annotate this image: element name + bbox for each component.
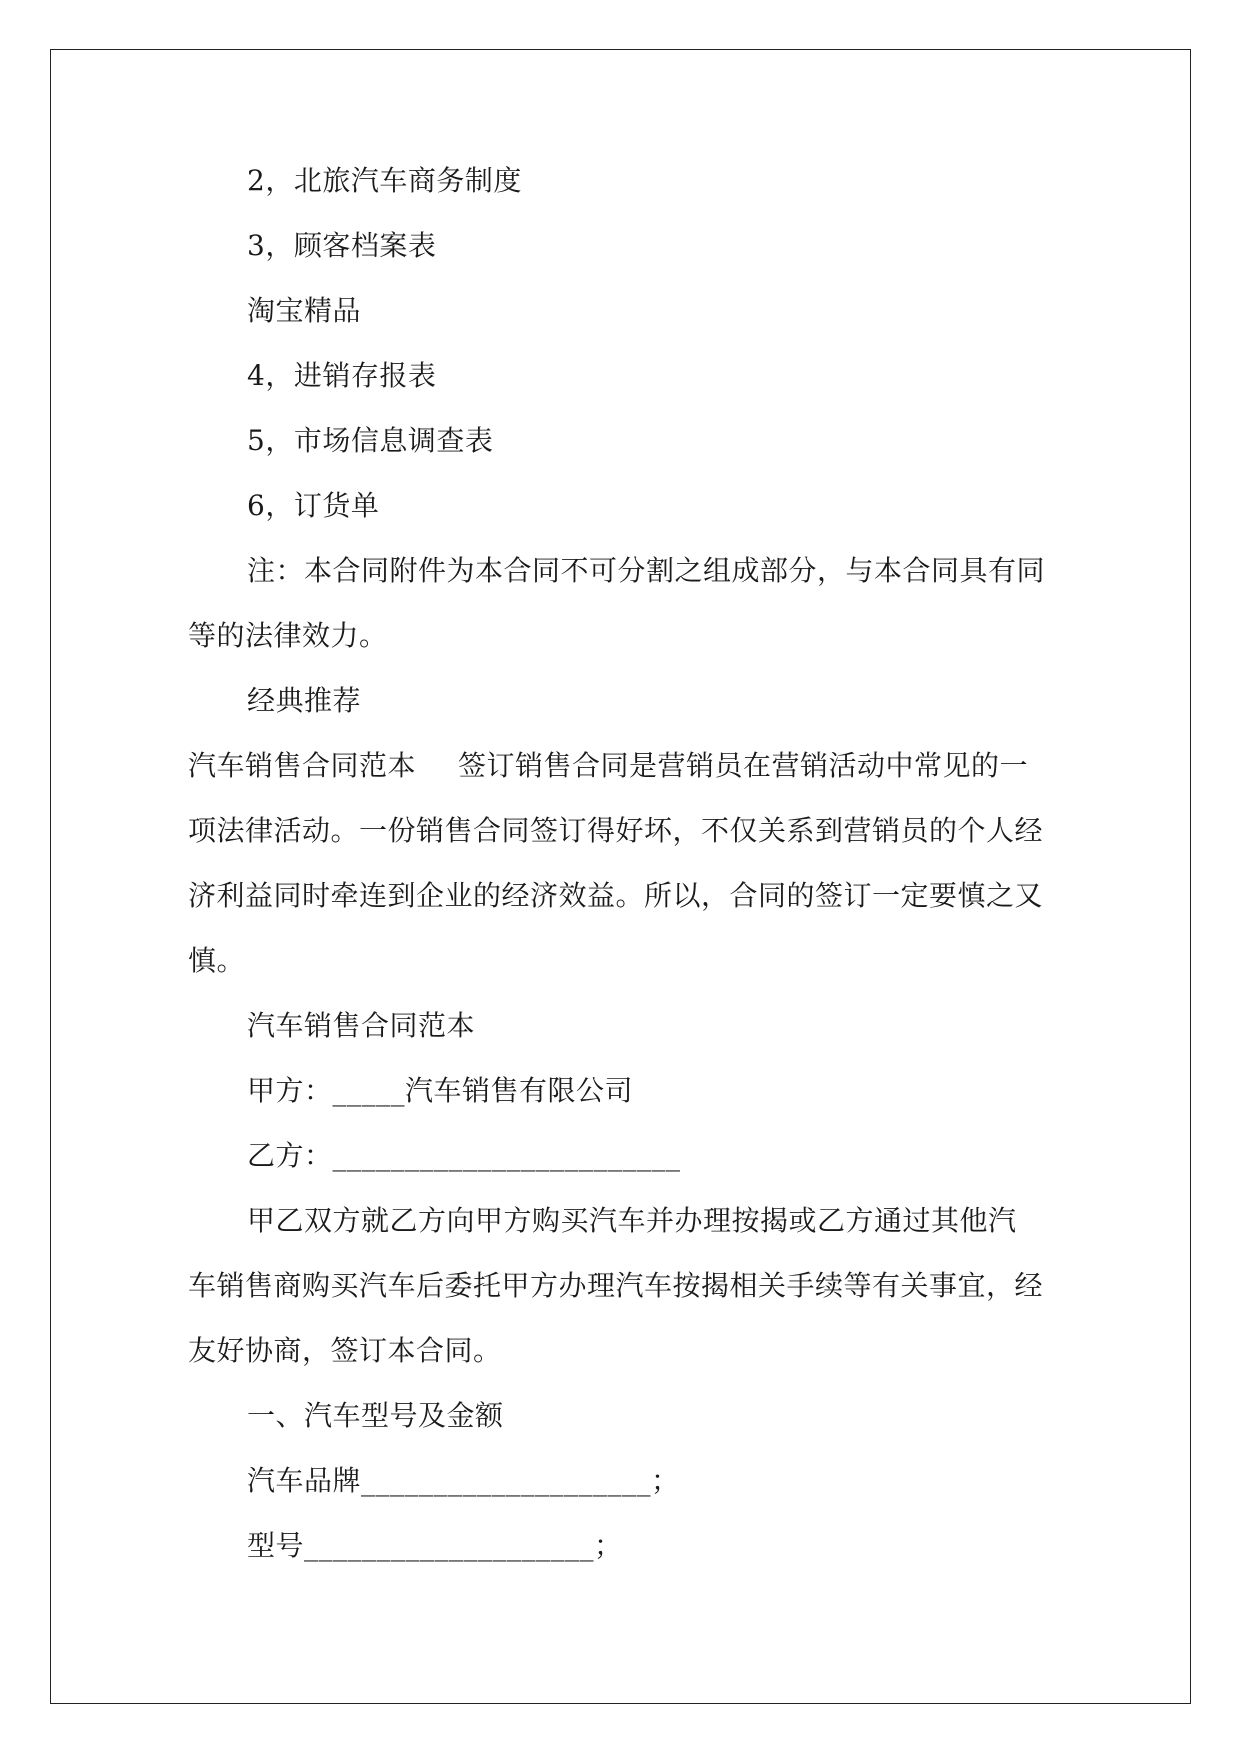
preamble-line-2: 车销售商购买汽车后委托甲方办理汽车按揭相关手续等有关事宜，经 <box>188 1269 1044 1302</box>
attachment-item-4: 4，进销存报表 <box>247 359 437 392</box>
party-b: 乙方：________________________ <box>247 1139 681 1172</box>
attachment-item-6: 6，订货单 <box>247 489 380 522</box>
recommend-line-2: 项法律活动。一份销售合同签订得好坏，不仅关系到营销员的个人经 <box>188 814 1044 847</box>
party-a: 甲方：_____汽车销售有限公司 <box>247 1074 634 1107</box>
recommend-intro: 签订销售合同是营销员在营销活动中常见的一 <box>458 749 1029 782</box>
section-1-heading: 一、汽车型号及金额 <box>247 1399 504 1432</box>
document-body <box>188 148 1058 1578</box>
recommend-line-3: 济利益同时牵连到企业的经济效益。所以，合同的签订一定要慎之又 <box>188 879 1044 912</box>
preamble-line-3: 友好协商，签订本合同。 <box>188 1334 502 1367</box>
note-line-2: 等的法律效力。 <box>188 619 388 652</box>
recommend-line-4: 慎。 <box>188 944 246 977</box>
car-model-field: 型号____________________； <box>247 1529 623 1562</box>
attachment-item-5: 5，市场信息调查表 <box>247 424 494 457</box>
promo-label: 淘宝精品 <box>247 294 362 327</box>
recommend-heading: 经典推荐 <box>247 684 362 717</box>
car-brand-field: 汽车品牌____________________； <box>247 1464 680 1497</box>
note-line-1: 注：本合同附件为本合同不可分割之组成部分，与本合同具有同 <box>247 554 1046 587</box>
recommend-line-1 <box>188 733 1058 798</box>
recommend-title: 汽车销售合同范本 <box>188 749 417 782</box>
contract-title: 汽车销售合同范本 <box>247 1009 476 1042</box>
attachment-item-2: 2，北旅汽车商务制度 <box>247 164 522 197</box>
attachment-item-3: 3，顾客档案表 <box>247 229 437 262</box>
preamble-line-1: 甲乙双方就乙方向甲方购买汽车并办理按揭或乙方通过其他汽 <box>247 1204 1017 1237</box>
